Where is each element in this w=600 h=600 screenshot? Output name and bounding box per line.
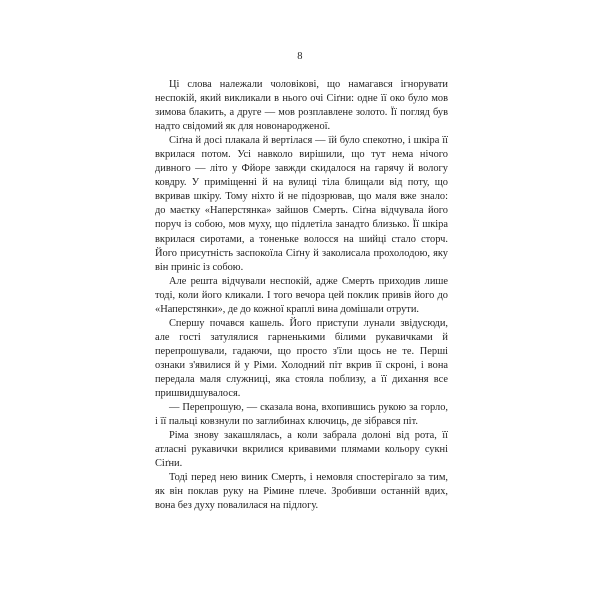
paragraph: Але решта відчували неспокій, адже Смерть приходив лише тоді, коли його кликали. І того вечора цей поклик привів його до «Наперстянки», де до кожної краплі вина домішали отрути.	[155, 275, 448, 315]
dialogue-paragraph: — Перепрошую, — сказала вона, вхопившись рукою за горло, і її пальці ковзнули по заглибинах ключиць, де зібрався піт.	[155, 402, 448, 428]
paragraph: Тоді перед нею виник Смерть, і немовля спостерігало за тим, як він поклав руку на Рімине плече. Зробивши останній вдих, вона без духу повалилася на підлогу.	[155, 472, 448, 512]
paragraph: Ріма знову закашлялась, а коли забрала долоні від рота, її атласні рукавички вкрилися кривавими плямами кольору сукні Сіґни.	[155, 430, 448, 470]
paragraph: Ці слова належали чоловікові, що намагався ігнорувати неспокій, який викликали в нього очі Сіґни: одне її око було мов зимова блакить, а друге — мов розплавлене золото. Її погляд був надто свідомий як для новонародженої.	[155, 79, 448, 133]
page-number: 8	[297, 51, 303, 62]
paragraph: Сіґна й досі плакала й вертілася — їй було спекотно, і шкіра її вкрилася потом. Усі навколо вирішили, що тут нема нічого дивного — літо у Фйоре завжди скидалося на гарячу й вологу ковдру. У приміщенні й на вулиці тіла блищали від поту, що вкривав шкіру. Тому ніхто й не підозрював, що маля вже знало: до маєтку «Наперстянка» зайшов Смерть. Сіґна відчувала його поруч із собою, мов муху, що підлетіла занадто близько. Її шкіра вкрилася сиротами, а тоненьке волосся на шийці стало сторч. Його присутність заспокоїла Сіґну й заколисала прохолодою, яку він приніс із собою.	[155, 135, 448, 273]
paragraph: Спершу почався кашель. Його приступи лунали звідусюди, але гості затулялися гарненькими білими рукавичками й перепрошували, гадаючи, що просто з'їли щось не те. Перші ознаки з'явилися й у Ріми. Холодний піт вкрив її скроні, і вона передала маля служниці, яка стояла поблизу, а її дихання все пришвидшувалося.	[155, 317, 448, 400]
text-block	[155, 78, 448, 513]
